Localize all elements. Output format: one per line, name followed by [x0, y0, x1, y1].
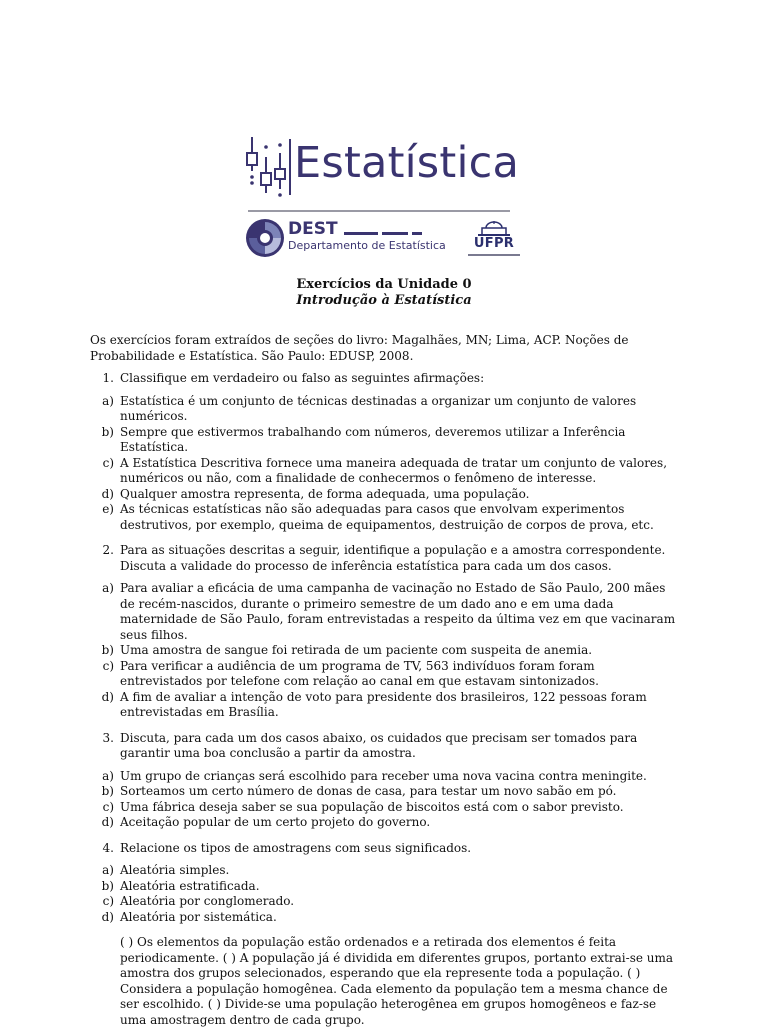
- list-item: [90, 690, 680, 721]
- item-letter: b): [90, 879, 120, 895]
- item-text: A Estatística Descritiva fornece uma maneira adequada de tratar um conjunto de valores, numéricos ou não, com a finalidade de conhecermos o fenômeno de interesse.: [120, 456, 680, 487]
- ufpr-logo: [466, 221, 522, 259]
- item-letter: c): [90, 659, 120, 690]
- list-item: [90, 879, 680, 895]
- question-number: 3.: [90, 731, 120, 762]
- question-1: [90, 371, 680, 533]
- logo-title: Estatística: [294, 142, 519, 185]
- item-letter: a): [90, 863, 120, 879]
- list-item: [90, 502, 680, 533]
- question-number: 1.: [90, 371, 120, 387]
- list-item: [90, 659, 680, 690]
- item-text: Sempre que estivermos trabalhando com números, deveremos utilizar a Inferência Estatística.: [120, 425, 680, 456]
- list-item: [90, 394, 680, 425]
- item-letter: c): [90, 894, 120, 910]
- item-text: Um grupo de crianças será escolhido para receber uma nova vacina contra meningite.: [120, 769, 680, 785]
- list-item: [90, 487, 680, 503]
- document-title: Exercícios da Unidade 0: [0, 277, 768, 292]
- item-letter: c): [90, 800, 120, 816]
- item-text: Estatística é um conjunto de técnicas destinadas a organizar um conjunto de valores numéricos.: [120, 394, 680, 425]
- question-prompt: [90, 841, 680, 857]
- item-text: Uma fábrica deseja saber se sua população de biscoitos está com o sabor previsto.: [120, 800, 680, 816]
- question-items: [90, 863, 680, 925]
- question-text: Discuta, para cada um dos casos abaixo, os cuidados que precisam ser tomados para garantir uma boa conclusão a partir da amostra.: [120, 731, 680, 762]
- list-item: [90, 910, 680, 926]
- item-letter: b): [90, 784, 120, 800]
- item-letter: d): [90, 487, 120, 503]
- item-text: Aleatória por sistemática.: [120, 910, 680, 926]
- ufpr-underline: [468, 254, 520, 256]
- item-text: Aleatória por conglomerado.: [120, 894, 680, 910]
- item-text: Qualquer amostra representa, de forma adequada, uma população.: [120, 487, 680, 503]
- list-item: [90, 815, 680, 831]
- header-logo-block: [244, 133, 524, 263]
- document-subtitle: Introdução à Estatística: [0, 293, 768, 308]
- item-text: Aleatória estratificada.: [120, 879, 680, 895]
- list-item: [90, 784, 680, 800]
- question-items: [90, 394, 680, 534]
- matching-paragraph: ( ) Os elementos da população estão ordenados e a retirada dos elementos é feita periodicamente. ( ) A população já é dividida em diferentes grupos, portanto extrai-se uma amostra dos grupos selecionados, esperando que ela represente toda a população. ( ) Considera a população homogênea. Cada elemento da população tem a mesma chance de ser escolhido. ( ) Divide-se uma população heterogênea em grupos homogêneos e faz-se uma amostragem dentro de cada grupo.: [120, 935, 680, 1028]
- list-item: [90, 863, 680, 879]
- list-item: [90, 643, 680, 659]
- item-text: Para avaliar a eficácia de uma campanha de vacinação no Estado de São Paulo, 200 mães de recém-nascidos, durante o primeiro semestre de um dado ano e em uma dada maternidade de São Paulo, foram entrevistadas a respeito da última vez em que vacinaram seus filhos.: [120, 581, 680, 643]
- item-letter: d): [90, 815, 120, 831]
- boxplot-logo-icon: [244, 133, 292, 199]
- item-text: Uma amostra de sangue foi retirada de um paciente com suspeita de anemia.: [120, 643, 680, 659]
- ufpr-text: UFPR: [466, 236, 522, 251]
- question-3: [90, 731, 680, 831]
- item-text: A fim de avaliar a intenção de voto para presidente dos brasileiros, 122 pessoas foram entrevistadas em Brasília.: [120, 690, 680, 721]
- item-text: Sorteamos um certo número de donas de casa, para testar um novo sabão em pó.: [120, 784, 680, 800]
- dest-subtitle: Departamento de Estatística: [288, 239, 446, 252]
- question-2: [90, 543, 680, 721]
- document-body: [90, 333, 680, 1028]
- question-text: Classifique em verdadeiro ou falso as seguintes afirmações:: [120, 371, 680, 387]
- item-letter: e): [90, 502, 120, 533]
- intro-paragraph: Os exercícios foram extraídos de seções do livro: Magalhães, MN; Lima, ACP. Noções de Probabilidade e Estatística. São Paulo: EDUSP, 2008.: [90, 333, 680, 364]
- question-number: 2.: [90, 543, 120, 574]
- item-letter: b): [90, 643, 120, 659]
- question-items: [90, 581, 680, 721]
- question-prompt: [90, 731, 680, 762]
- item-letter: a): [90, 769, 120, 785]
- item-letter: a): [90, 581, 120, 643]
- list-item: [90, 425, 680, 456]
- question-items: [90, 769, 680, 831]
- question-number: 4.: [90, 841, 120, 857]
- item-text: Aleatória simples.: [120, 863, 680, 879]
- question-text: Relacione os tipos de amostragens com seus significados.: [120, 841, 680, 857]
- question-4: [90, 841, 680, 1028]
- item-letter: d): [90, 690, 120, 721]
- question-prompt: [90, 543, 680, 574]
- item-text: Aceitação popular de um certo projeto do governo.: [120, 815, 680, 831]
- header-divider: [248, 210, 510, 212]
- list-item: [90, 581, 680, 643]
- item-letter: a): [90, 394, 120, 425]
- list-item: [90, 800, 680, 816]
- item-letter: c): [90, 456, 120, 487]
- item-text: As técnicas estatísticas não são adequadas para casos que envolvam experimentos destrutivos, por exemplo, queima de equipamentos, destruição de corpos de prova, etc.: [120, 502, 680, 533]
- list-item: [90, 456, 680, 487]
- ufpr-building-icon: [476, 221, 512, 237]
- dest-title: DEST: [288, 219, 338, 239]
- list-item: [90, 769, 680, 785]
- item-text: Para verificar a audiência de um programa de TV, 563 indivíduos foram foram entrevistados por telefone com relação ao canal em que estavam sintonizados.: [120, 659, 680, 690]
- dest-decorative-bars: [344, 232, 430, 236]
- item-letter: b): [90, 425, 120, 456]
- dest-emblem-icon: [244, 217, 286, 259]
- question-prompt: [90, 371, 680, 387]
- question-list: [90, 371, 680, 1028]
- list-item: [90, 894, 680, 910]
- question-text: Para as situações descritas a seguir, identifique a população e a amostra correspondente. Discuta a validade do processo de inferência estatística para cada um dos casos.: [120, 543, 680, 574]
- item-letter: d): [90, 910, 120, 926]
